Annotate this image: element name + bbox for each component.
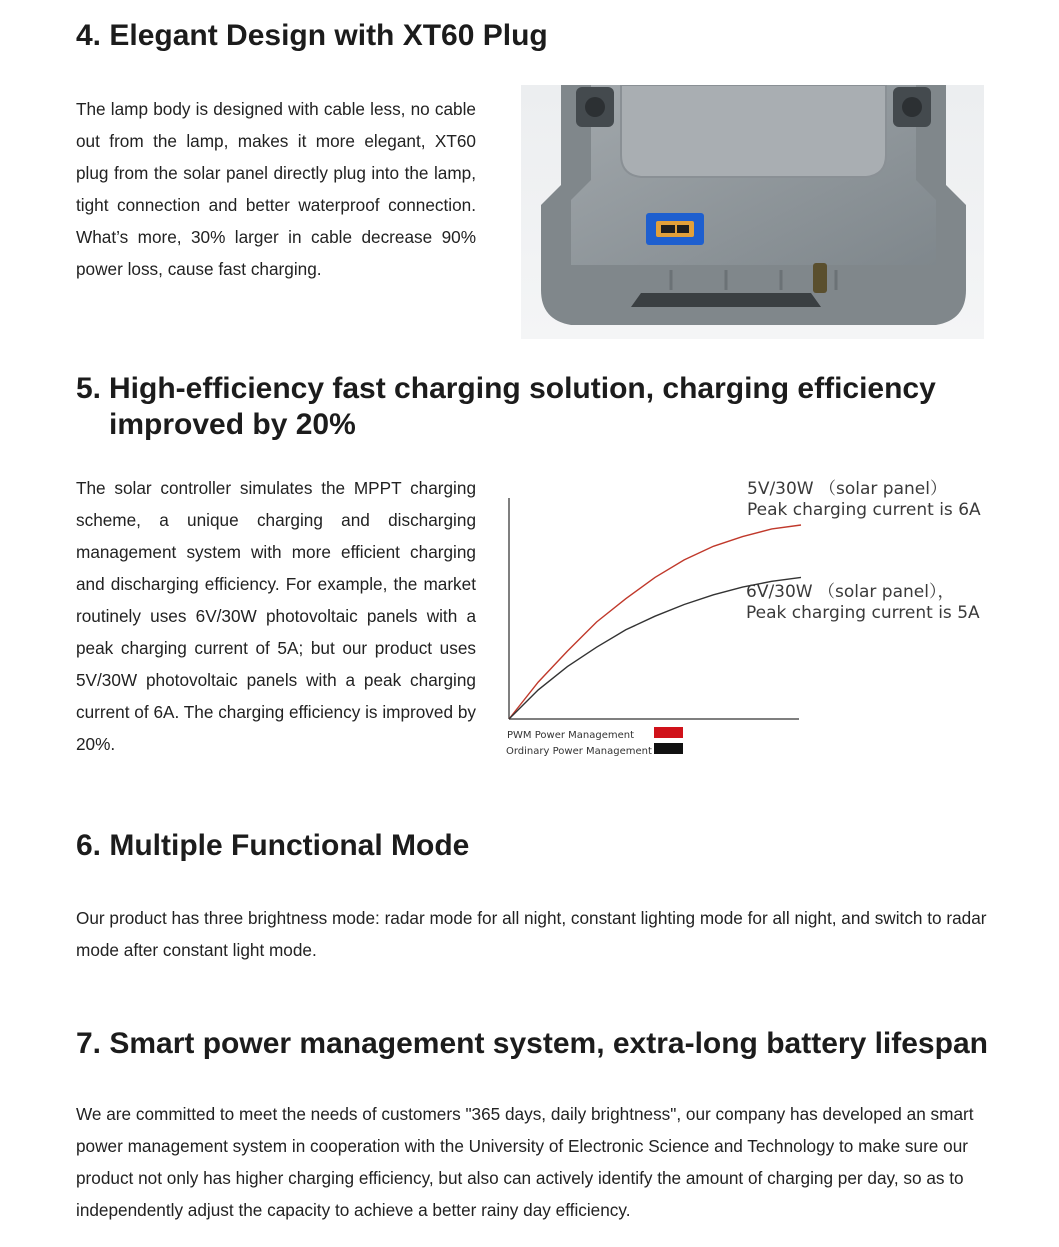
section-4-body: The lamp body is designed with cable less, no cable out from the lamp, makes it more elegant, XT60 plug from the solar panel directly plug into the lamp, tight connection and better waterproof connection. What’s more, 30% larger in cable decrease 90% power loss, cause fast charging. (76, 99, 476, 279)
section-5-title-line2: improved by 20% (109, 408, 356, 441)
hinge-right (893, 87, 931, 127)
section-7-title: 7. Smart power management system, extra-long battery lifespan (76, 1027, 988, 1060)
section-7-body: We are committed to meet the needs of customers "365 days, daily brightness", our company has developed an smart power management system in cooperation with the University of Electronic Science and Technology to make sure our product not only has higher charging efficiency, but also can actively identify the amount of charging per day, so as to independently adjust the capacity to achieve a better rainy day efficiency. (76, 1104, 974, 1220)
section-5-number: 5. (76, 372, 102, 405)
section-5-body: The solar controller simulates the MPPT charging scheme, a unique charging and discharging management system with more efficient charging and discharging efficiency. For example, the market routinely uses 6V/30W photovoltaic panels with a peak charging current of 5A; but our product uses 5V/30W photovoltaic panels with a peak charging current of 6A. The charging efficiency is improved by 20%. (76, 478, 476, 754)
section-5-title-line1: High-efficiency fast charging solution, charging efficiency (109, 372, 936, 405)
section-6-title: 6. Multiple Functional Mode (76, 829, 470, 862)
series-2-annotation-line1: 6V/30W （solar panel）， (746, 582, 955, 602)
legend-label-pwm: PWM Power Management (507, 730, 635, 741)
legend-swatch-pwm (654, 727, 683, 738)
xt60-plug (646, 213, 704, 245)
section-5-title (76, 371, 936, 443)
series-1-annotation-line1: 5V/30W （solar panel） (747, 479, 947, 499)
section-6-body: Our product has three brightness mode: radar mode for all night, constant lighting mode for all night, and switch to radar mode after constant light mode. (76, 908, 987, 960)
series-1-annotation-line2: Peak charging current is 6A (747, 500, 981, 520)
legend-label-ordinary: Ordinary Power Management (506, 746, 652, 757)
chart-legend (506, 727, 683, 757)
charging-curve-chart (500, 470, 1000, 770)
lamp-photo (521, 85, 984, 339)
legend-swatch-ordinary (654, 743, 683, 754)
section-4-title: 4. Elegant Design with XT60 Plug (76, 19, 548, 52)
series-2-annotation-line2: Peak charging current is 5A (746, 603, 980, 623)
hinge-left (576, 87, 614, 127)
